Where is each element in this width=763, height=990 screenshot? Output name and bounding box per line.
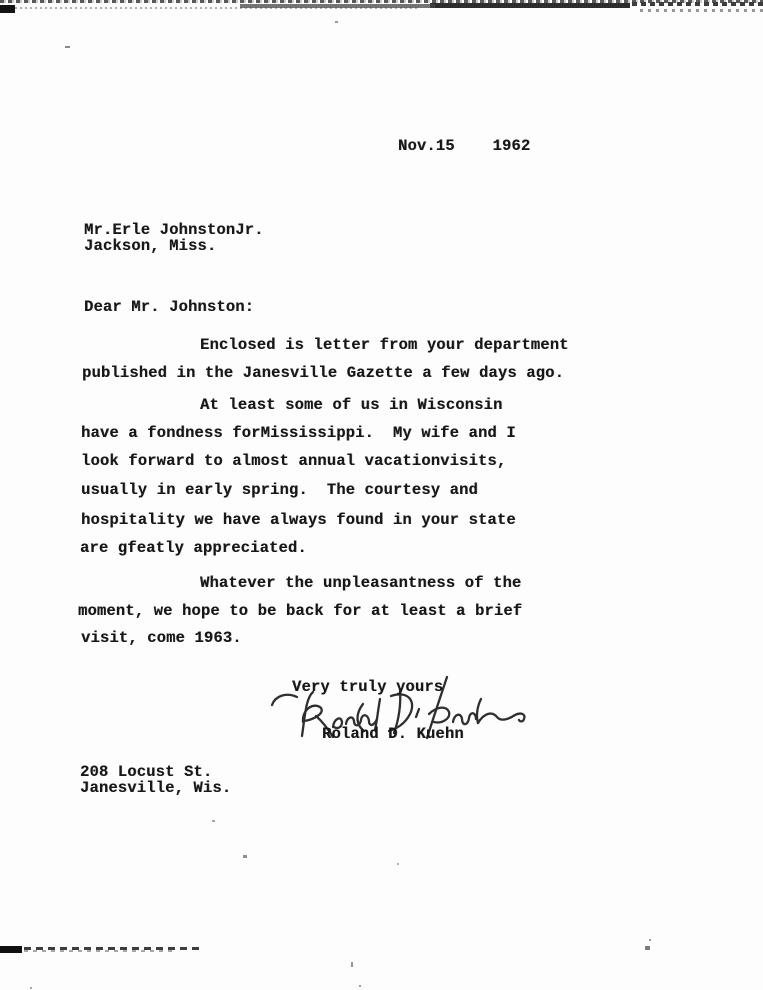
body-line: are gfeatly appreciated. [80,539,307,557]
body-line: have a fondness forMississippi. My wife and I [81,424,516,442]
scan-artifact-bottom-edge [0,946,22,953]
body-line: Enclosed is letter from your department [200,336,569,354]
body-line: Whatever the unpleasantness of the [200,574,522,592]
scan-speck [335,21,338,23]
body-line: usually in early spring. The courtesy and [81,481,478,499]
date-line: Nov.15 1962 [398,137,531,155]
scan-artifact-top-edge [0,5,15,13]
scan-speck [649,939,651,941]
scan-artifact-top-edge [632,2,763,6]
sender-street: 208 Locust St. [80,763,213,781]
closing-line: Very truly yours [292,678,444,696]
scan-speck [645,946,650,950]
scan-speck [212,820,215,822]
typed-signature: Roland D. Kuehn [322,725,464,743]
scan-speck [351,962,353,967]
body-line: published in the Janesville Gazette a few days ago. [82,364,565,382]
scan-speck [30,987,32,989]
body-line: hospitality we have always found in your state [81,511,516,529]
scan-speck [243,855,247,858]
scan-speck [397,863,399,865]
scan-artifact-top-edge [640,9,763,12]
body-line: At least some of us in Wisconsin [200,396,503,414]
recipient-name: Mr.Erle JohnstonJr. [84,221,264,239]
body-line: visit, come 1963. [81,629,242,647]
scan-speck [65,46,70,48]
body-line: look forward to almost annual vacationvisits, [81,452,507,470]
scan-artifact-bottom-edge [24,950,174,952]
scan-artifact-top-edge [240,4,435,8]
scan-speck [359,985,361,987]
salutation: Dear Mr. Johnston: [84,298,255,316]
recipient-city: Jackson, Miss. [84,237,217,255]
body-line: moment, we hope to be back for at least a brief [78,602,523,620]
sender-city: Janesville, Wis. [80,779,232,797]
scan-artifact-top-edge [430,3,630,8]
